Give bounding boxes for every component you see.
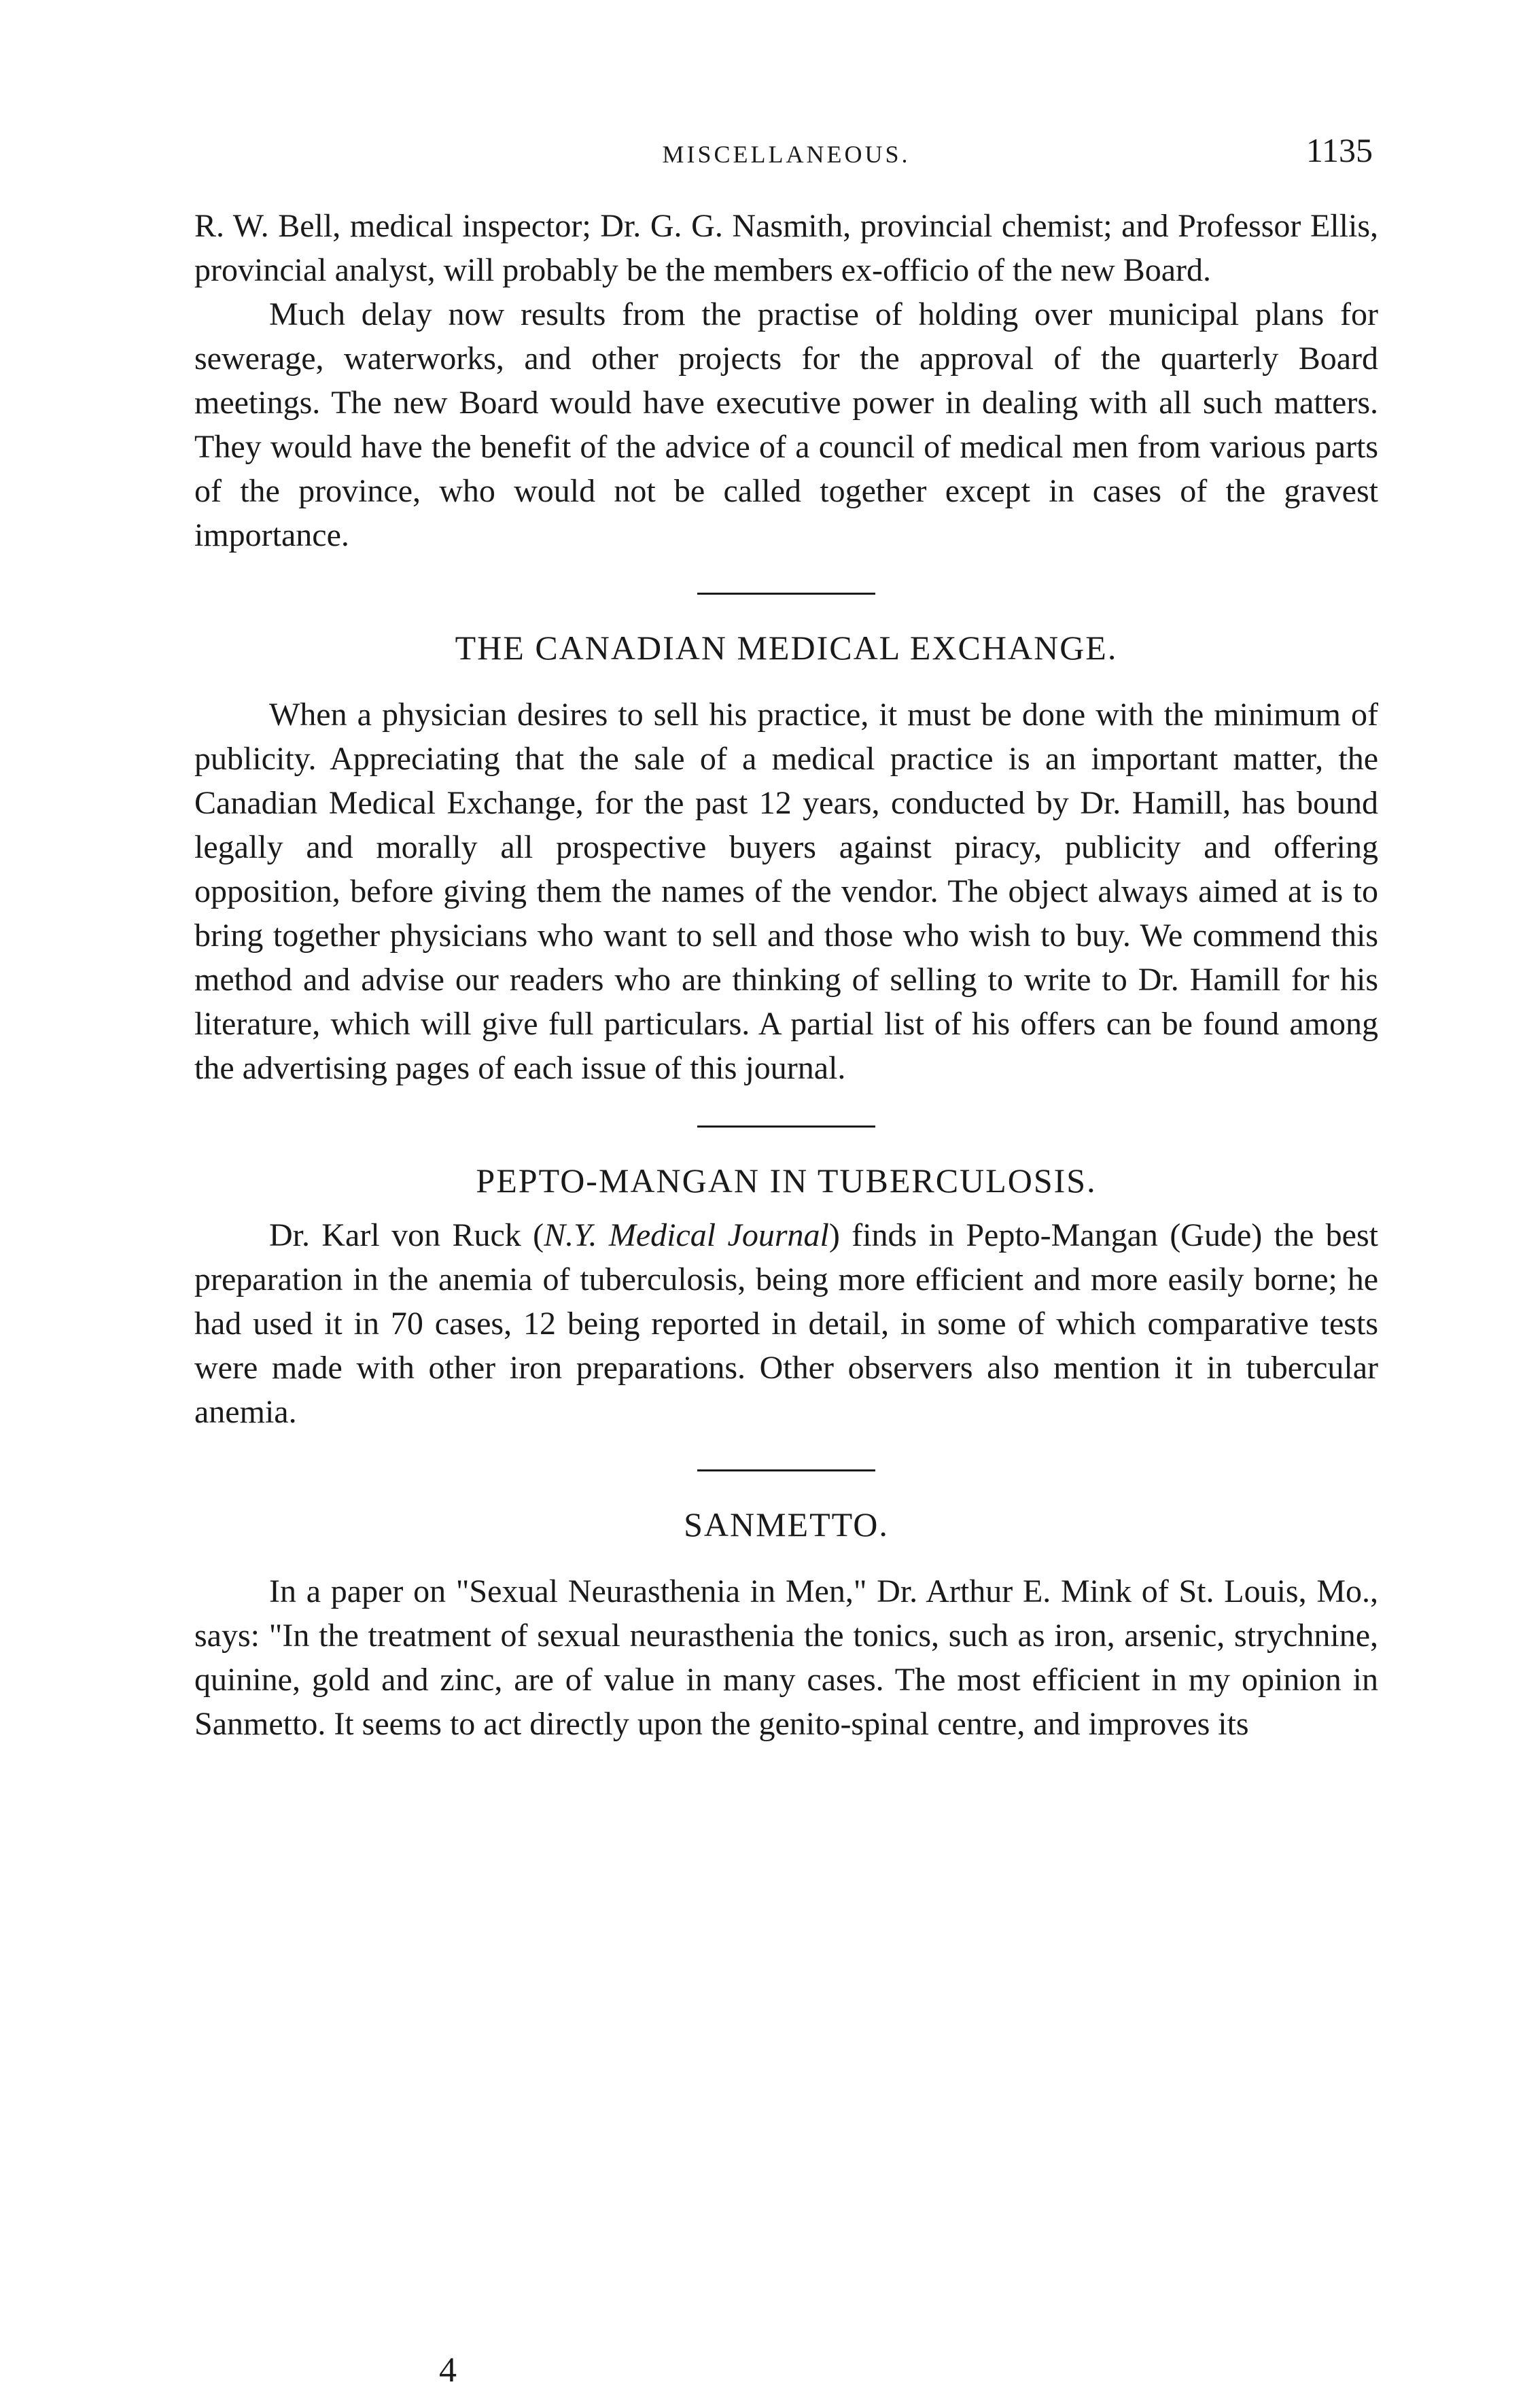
body-text: [194, 204, 1378, 1746]
paragraph-sanmetto: In a paper on "Sexual Neurasthenia in Men," Dr. Arthur E. Mink of St. Louis, Mo., says: "In the treatment of sexual neurasthenia the tonics, such as iron, arsenic, strychnine, quinine, gold and zinc, are of value in many cases. The most efficient in my opinion in Sanmetto. It seems to act directly upon the genito-spinal centre, and improves its: [194, 1573, 1378, 1742]
page-number: 1135: [1305, 131, 1373, 169]
pepto-text-after: ) finds in Pepto-Mangan (Gude) the best preparation in the anemia of tuberculosis, being more efficient and more easily borne; he had used it in 70 cases, 12 being reported in detail, in some of which comparative tests were made with other iron preparations. Other observers also mention it in tubercular anemia.: [194, 1217, 1378, 1430]
signature-mark: 4: [439, 2351, 457, 2390]
section-title-exchange: THE CANADIAN MEDICAL EXCHANGE.: [455, 629, 1118, 667]
running-header: [194, 131, 1378, 178]
running-title: MISCELLANEOUS.: [662, 141, 911, 168]
paragraph-exchange: When a physician desires to sell his practice, it must be done with the minimum of publicity. Appreciating that the sale of a medical practice is an important matter, the Canadian Medical Exchange, for the past 12 years, conducted by Dr. Hamill, has bound legally and morally all prospective buyers against piracy, publicity and offering opposition, before giving them the names of the vendor. The object always aimed at is to bring together physicians who want to sell and those who wish to buy. We commend this method and advise our readers who are thinking of selling to write to Dr. Hamill for his literature, which will give full particulars. A partial list of his offers can be found among the advertising pages of each issue of this journal.: [194, 697, 1378, 1086]
journal-name: N.Y. Medical Journal: [544, 1217, 829, 1253]
section-title-sanmetto: SANMETTO.: [684, 1505, 889, 1543]
paragraph-board-delay: Much delay now results from the practise of holding over municipal plans for sewerage, waterworks, and other projects for the approval of the quarterly Board meetings. The new Board would have executive power in dealing with all such matters. They would have the benefit of the advice of a council of medical men from various parts of the province, who would not be called together except in cases of the gravest importance.: [194, 296, 1378, 553]
paragraph-continuation: R. W. Bell, medical inspector; Dr. G. G. Nasmith, provincial chemist; and Professor Ellis, provincial analyst, will probably be the members ex-officio of the new Board.: [194, 208, 1378, 288]
pepto-text-before: Dr. Karl von Ruck (: [269, 1217, 544, 1253]
paragraph-pepto: [194, 1213, 1378, 1434]
section-title-pepto: PEPTO-MANGAN IN TUBERCULOSIS.: [476, 1162, 1097, 1200]
